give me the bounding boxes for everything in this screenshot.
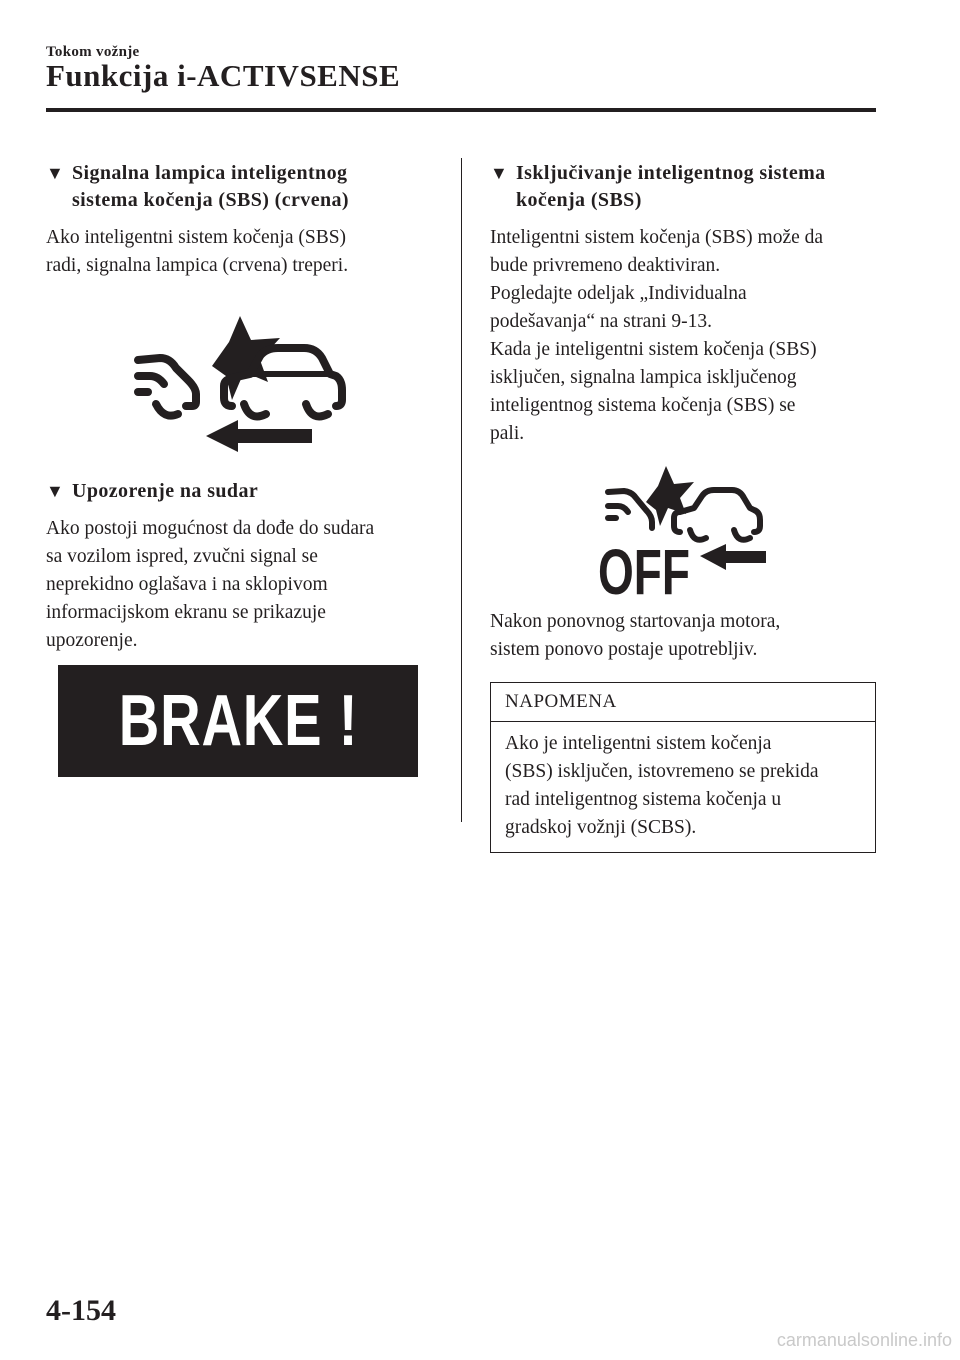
paragraph-restart: Nakon ponovnog startovanja motora, sistem ponovo postaje upotrebljiv. [490,611,781,660]
off-label: OFF [598,536,690,602]
brake-warning-text: BRAKE ! [118,681,358,761]
heading-sbs-warning-light [46,160,436,214]
page-number: 4-154 [46,1294,116,1327]
page-title: Funkcija i-ACTIVSENSE [46,58,401,93]
note-title: NAPOMENA [491,683,875,722]
sbs-warning-light-icon [46,286,436,466]
heading-text: Isključivanje inteligentnog sistema kočenja (SBS) [516,162,826,211]
sbs-off-indicator-icon [490,452,876,602]
note-text: Ako je inteligentni sistem kočenja (SBS) isključen, istovremeno se prekida rad inteligentnog sistema kočenja u gradskoj vožnji (SCBS). [505,733,819,838]
column-divider [461,158,462,822]
heading-text: Signalna lampica inteligentnog sistema kočenja (SBS) (crvena) [72,162,349,211]
chapter-label: Tokom vožnje [46,44,140,60]
right-column [490,160,876,853]
heading-text: Upozorenje na sudar [72,480,259,502]
paragraph-sbs-off: Inteligentni sistem kočenja (SBS) može da bude privremeno deaktiviran. Pogledajte odeljak „Individualna podešavanja“ na strani 9-13. Kada je inteligentni sistem kočenja (SBS) isključen, signalna lampica isključenog inteligentnog sistema kočenja (SBS) se pali. [490,227,824,444]
paragraph-collision-warning: Ako postoji mogućnost da dođe do sudara sa vozilom ispred, zvučni signal se neprekidno oglašava i na sklopivom informacijskom ekranu se prikazuje upozorenje. [46,518,375,651]
note-box [490,682,876,853]
triangle-down-icon: ▼ [46,481,64,501]
left-column [46,160,436,777]
heading-sbs-off [490,160,876,214]
brake-warning-display [58,665,418,777]
triangle-down-icon: ▼ [46,163,64,183]
heading-collision-warning [46,478,436,505]
header-divider [46,108,876,112]
triangle-down-icon: ▼ [490,163,508,183]
watermark: carmanualsonline.info [776,1330,952,1350]
paragraph-sbs-warning: Ako inteligentni sistem kočenja (SBS) radi, signalna lampica (crvena) treperi. [46,227,349,276]
